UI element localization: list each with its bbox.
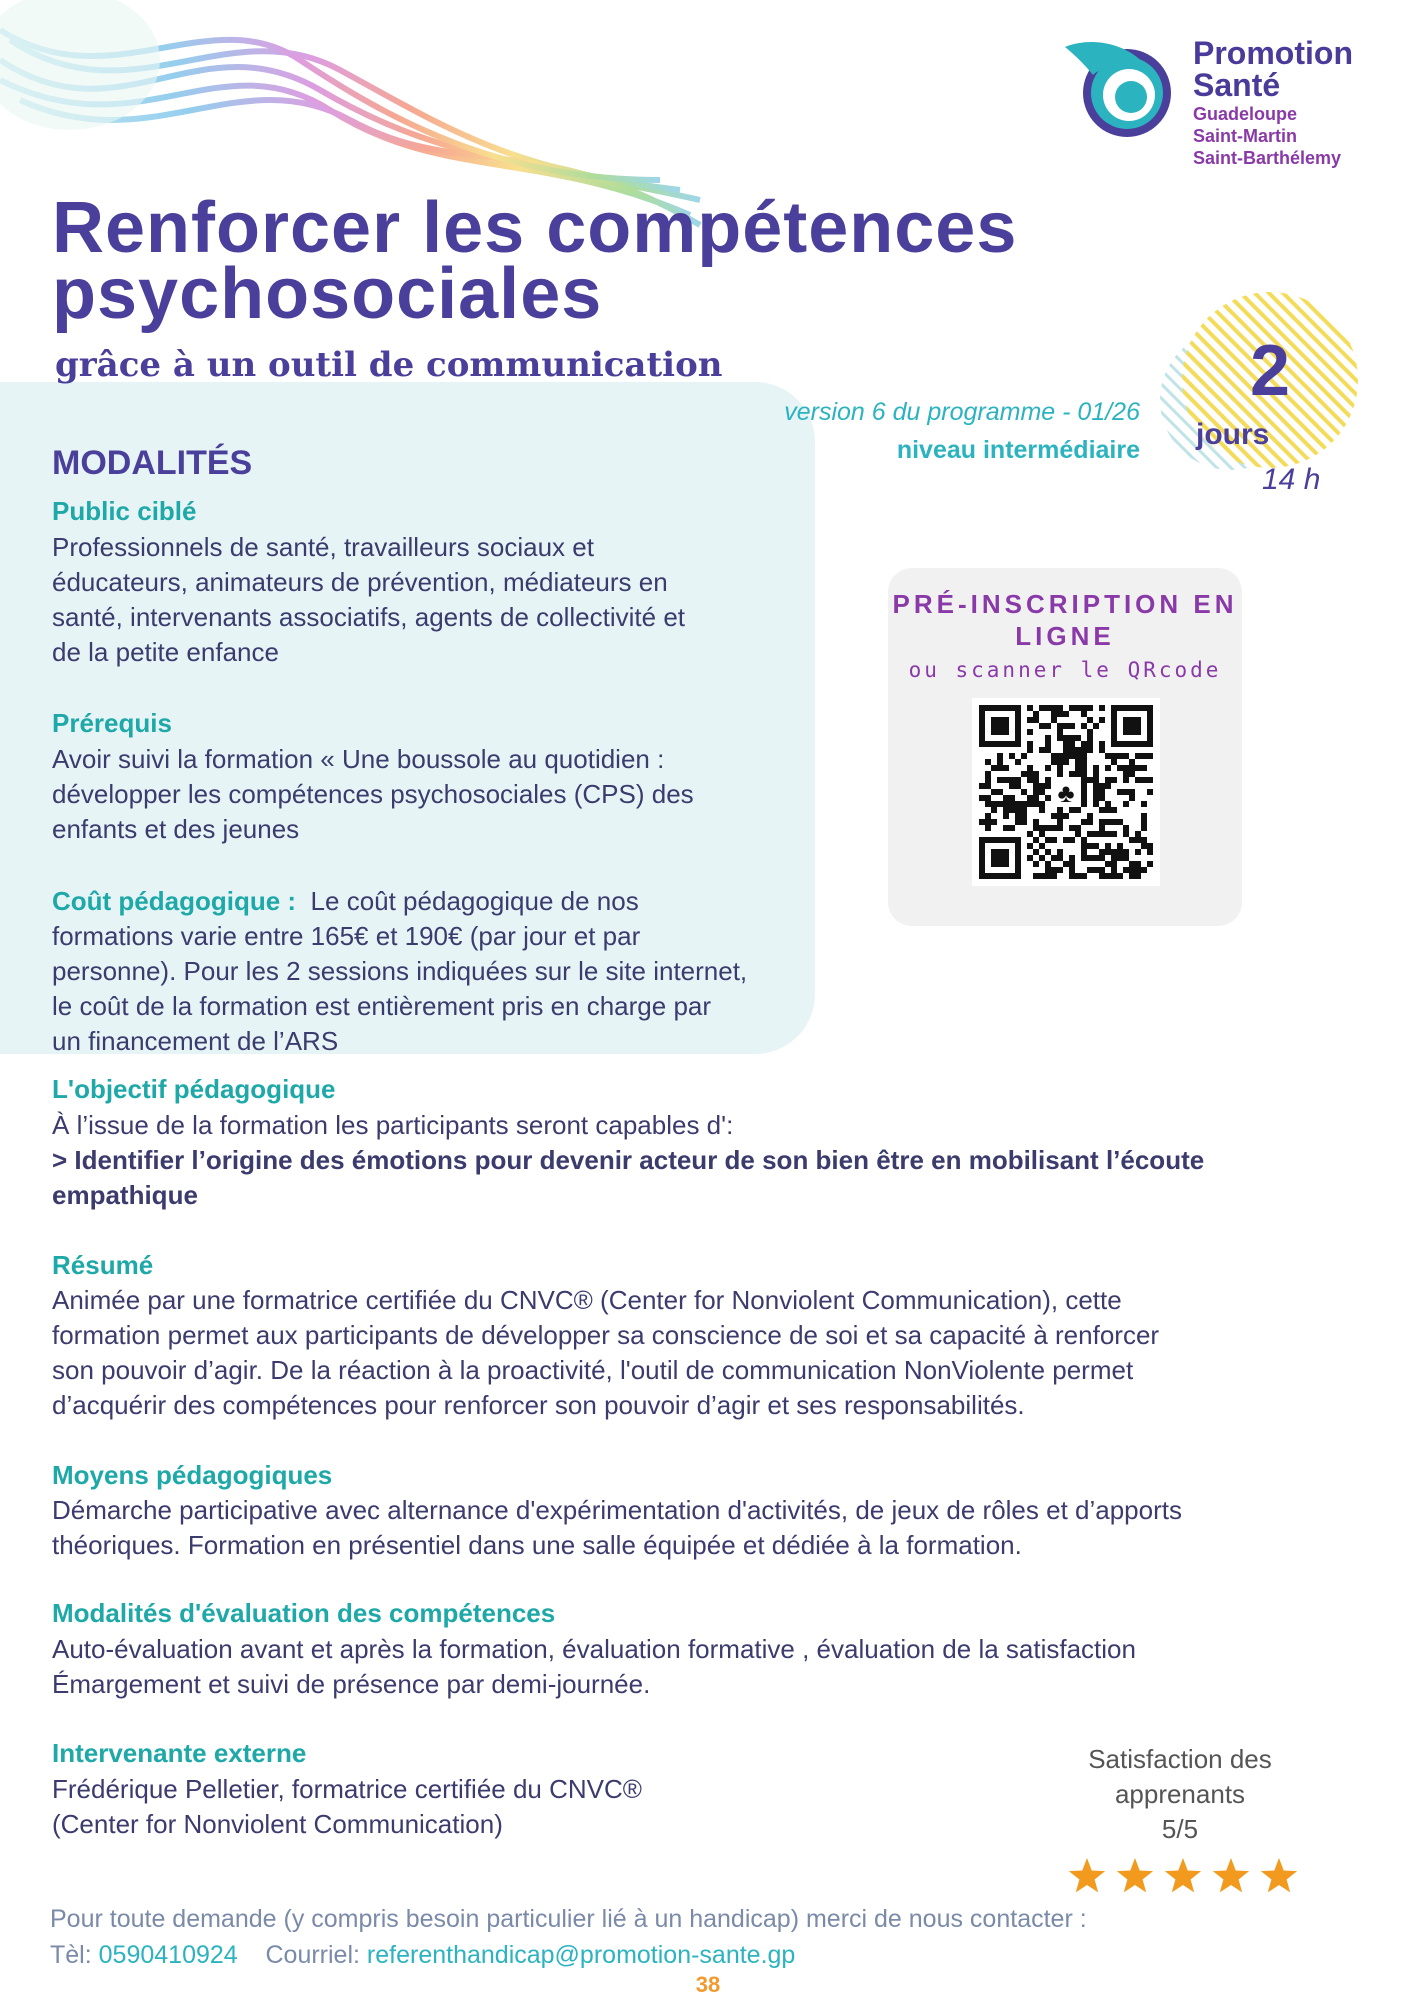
duration-days-number: 2	[1249, 331, 1291, 411]
means-text	[52, 1493, 1392, 1563]
program-level: niveau intermédiaire	[896, 436, 1140, 464]
public-heading: Public ciblé	[52, 496, 197, 526]
summary-line: son pouvoir d’agir. De la réaction à la proactivité, l'outil de communication NonViolente permet	[52, 1355, 1134, 1385]
speaker-heading: Intervenante externe	[52, 1738, 307, 1768]
satisfaction-line2: apprenants	[1114, 1779, 1246, 1809]
objective-goal	[52, 1143, 1382, 1213]
objective-goal-line2: empathique	[52, 1180, 198, 1210]
cost-line: le coût de la formation est entièrement pris en charge par	[52, 991, 712, 1021]
prereq-text	[52, 742, 812, 847]
phone-label: Tèl:	[50, 1941, 92, 1969]
public-text	[52, 530, 812, 670]
footer-contact-text: Pour toute demande (y compris besoin particulier lié à un handicap) merci de nous contacter :	[50, 1905, 1087, 1933]
objective-intro: À l’issue de la formation les participants seront capables d':	[52, 1110, 734, 1140]
dino-icon: ♣	[1057, 778, 1075, 808]
program-version: version 6 du programme - 01/26	[784, 398, 1140, 426]
footer-contact-details	[50, 1941, 795, 1970]
objective-heading: L'objectif pédagogique	[52, 1074, 336, 1104]
duration-hours-label: 14 h	[1262, 463, 1321, 496]
satisfaction-block	[1040, 1742, 1320, 1847]
duration-days-label: jours	[1196, 418, 1270, 451]
modalites-heading: MODALITÉS	[52, 444, 253, 482]
star-icon	[1069, 1858, 1105, 1892]
registration-subtitle: ou scanner le QRcode	[908, 658, 1222, 682]
evaluation-heading: Modalités d'évaluation des compétences	[52, 1598, 556, 1628]
speaker-text	[52, 1772, 952, 1842]
logo-name-line1: Promotion	[1193, 35, 1353, 71]
title-line2: psychosociales	[52, 254, 603, 334]
means-line: Démarche participative avec alternance d'expérimentation d'activités, de jeux de rôles et d’apports	[52, 1495, 1182, 1525]
promotion-sante-logo	[1065, 35, 1395, 175]
public-line: éducateurs, animateurs de prévention, médiateurs en	[52, 567, 668, 597]
star-icon	[1213, 1858, 1249, 1892]
email-label: Courriel:	[265, 1941, 360, 1969]
summary-text	[52, 1283, 1392, 1423]
registration-card[interactable]	[888, 568, 1242, 926]
star-icon	[1117, 1858, 1153, 1892]
evaluation-text	[52, 1632, 1392, 1702]
summary-line: d’acquérir des compétences pour renforcer son pouvoir d’agir et ses responsabilités.	[52, 1390, 1025, 1420]
satisfaction-score: 5/5	[1161, 1814, 1199, 1844]
logo-region1: Guadeloupe	[1193, 104, 1298, 124]
satisfaction-stars	[1065, 1855, 1305, 1899]
public-line: de la petite enfance	[52, 637, 279, 667]
prereq-line: Avoir suivi la formation « Une boussole au quotidien :	[52, 744, 665, 774]
summary-heading: Résumé	[52, 1250, 154, 1280]
logo-wave-icon	[1065, 35, 1183, 145]
phone-link[interactable]: 0590410924	[98, 1941, 238, 1969]
summary-line: Animée par une formatrice certifiée du CNVC® (Center for Nonviolent Communication), cette	[52, 1285, 1122, 1315]
means-heading: Moyens pédagogiques	[52, 1460, 333, 1490]
speaker-line: Frédérique Pelletier, formatrice certifiée du CNVC®	[52, 1774, 642, 1804]
public-line: Professionnels de santé, travailleurs sociaux et	[52, 532, 594, 562]
means-line: théoriques. Formation en présentiel dans une salle équipée et dédiée à la formation.	[52, 1530, 1022, 1560]
duration-badge	[1150, 290, 1360, 500]
evaluation-line: Auto-évaluation avant et après la formation, évaluation formative , évaluation de la satisfaction	[52, 1634, 1136, 1664]
logo-name-line2: Santé	[1193, 67, 1281, 103]
cost-line: Le coût pédagogique de nos	[310, 886, 639, 916]
logo-region2: Saint-Martin	[1193, 126, 1298, 146]
registration-title	[888, 588, 1242, 652]
title-line1: Renforcer les compétences	[52, 188, 1018, 268]
prereq-heading: Prérequis	[52, 708, 172, 738]
cost-line: formations varie entre 165€ et 190€ (par jour et par	[52, 921, 641, 951]
cost-line: personne). Pour les 2 sessions indiquées sur le site internet,	[52, 956, 748, 986]
objective-goal-line1: > Identifier l’origine des émotions pour devenir acteur de son bien être en mobilisant l’écoute	[52, 1145, 1205, 1175]
evaluation-line: Émargement et suivi de présence par demi-journée.	[52, 1669, 651, 1699]
public-line: santé, intervenants associatifs, agents de collectivité et	[52, 602, 686, 632]
prereq-line: enfants et des jeunes	[52, 814, 300, 844]
speaker-line: (Center for Nonviolent Communication)	[52, 1809, 503, 1839]
star-icon	[1261, 1858, 1297, 1892]
logo-region3: Saint-Barthélemy	[1193, 148, 1342, 168]
qr-code[interactable]	[972, 698, 1160, 886]
summary-line: formation permet aux participants de développer sa conscience de soi et sa capacité à renforcer	[52, 1320, 1160, 1350]
page-subtitle: grâce à un outil de communication	[55, 345, 723, 385]
email-link[interactable]: referenthandicap@promotion-sante.gp	[366, 1941, 796, 1969]
star-icon	[1165, 1858, 1201, 1892]
satisfaction-line1: Satisfaction des	[1088, 1744, 1272, 1774]
cost-line: un financement de l’ARS	[52, 1026, 339, 1056]
cost-text	[52, 884, 812, 1059]
prereq-line: développer les compétences psychosociales (CPS) des	[52, 779, 694, 809]
page-title	[52, 188, 1152, 334]
page-number: 38	[695, 1972, 721, 1997]
registration-title-line2: LIGNE	[1015, 621, 1115, 651]
cost-heading: Coût pédagogique :	[52, 886, 297, 916]
registration-title-line1: PRÉ-INSCRIPTION EN	[892, 589, 1238, 619]
